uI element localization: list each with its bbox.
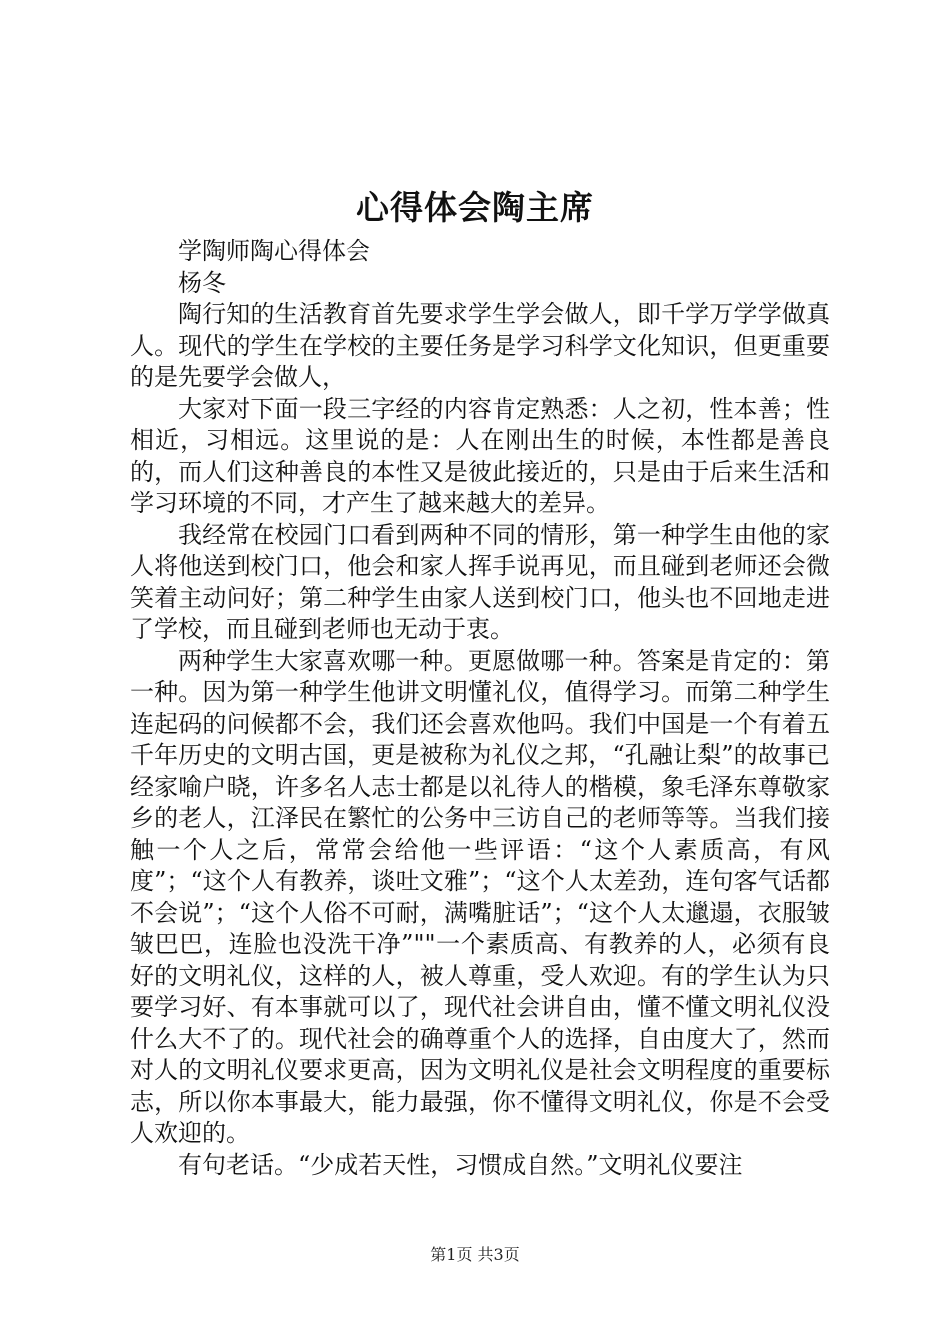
page-footer: 第1页 共3页 xyxy=(430,1245,520,1264)
body-paragraph: 陶行知的生活教育首先要求学生学会做人，即千学万学学做真人。现代的学生在学校的主要任务是学习科学文化知识，但更重要的是先要学会做人， xyxy=(130,300,830,391)
author-paragraph: 杨冬 xyxy=(178,268,226,297)
document-body xyxy=(130,236,830,1181)
body-paragraph: 两种学生大家喜欢哪一种。更愿做哪一种。答案是肯定的：第一种。因为第一种学生他讲文明懂礼仪，值得学习。而第二种学生连起码的问候都不会，我们还会喜欢他吗。我们中国是一个有着五千年历史的文明古国，更是被称为礼仪之邦，“孔融让梨”的故事已经家喻户晓，许多名人志士都是以礼待人的楷模，象毛泽东尊敬家乡的老人，江泽民在繁忙的公务中三访自己的老师等等。当我们接触一个人之后，常常会给他一些评语：“这个人素质高，有风度”；“这个人有教养，谈吐文雅”；“这个人太差劲，连句客气话都不会说”；“这个人俗不可耐，满嘴脏话”；“这个人太邋遢，衣服皱皱巴巴，连脸也没洗干净”""一个素质高、有教养的人，必须有良好的文明礼仪，这样的人，被人尊重，受人欢迎。有的学生认为只要学习好、有本事就可以了，现代社会讲自由，懂不懂文明礼仪没什么大不了的。现代社会的确尊重个人的选择，自由度大了，然而对人的文明礼仪要求更高，因为文明礼仪是社会文明程度的重要标志，所以你本事最大，能力最强，你不懂得文明礼仪，你是不会受人欢迎的。 xyxy=(130,646,830,1147)
body-paragraph: 我经常在校园门口看到两种不同的情形，第一种学生由他的家人将他送到校门口，他会和家人挥手说再见，而且碰到老师还会微笑着主动问好；第二种学生由家人送到校门口，他头也不回地走进了学校，而且碰到老师也无动于衷。 xyxy=(130,520,830,643)
body-paragraph: 有句老话。“少成若天性，习惯成自然。”文明礼仪要注 xyxy=(178,1150,743,1179)
body-paragraph: 大家对下面一段三字经的内容肯定熟悉：人之初，性本善；性相近，习相远。这里说的是：人在刚出生的时候，本性都是善良的，而人们这种善良的本性又是彼此接近的，只是由于后来生活和学习环境的不同，才产生了越来越大的差异。 xyxy=(130,394,830,517)
subtitle-paragraph: 学陶师陶心得体会 xyxy=(178,237,370,265)
document-title: 心得体会陶主席 xyxy=(356,188,594,227)
